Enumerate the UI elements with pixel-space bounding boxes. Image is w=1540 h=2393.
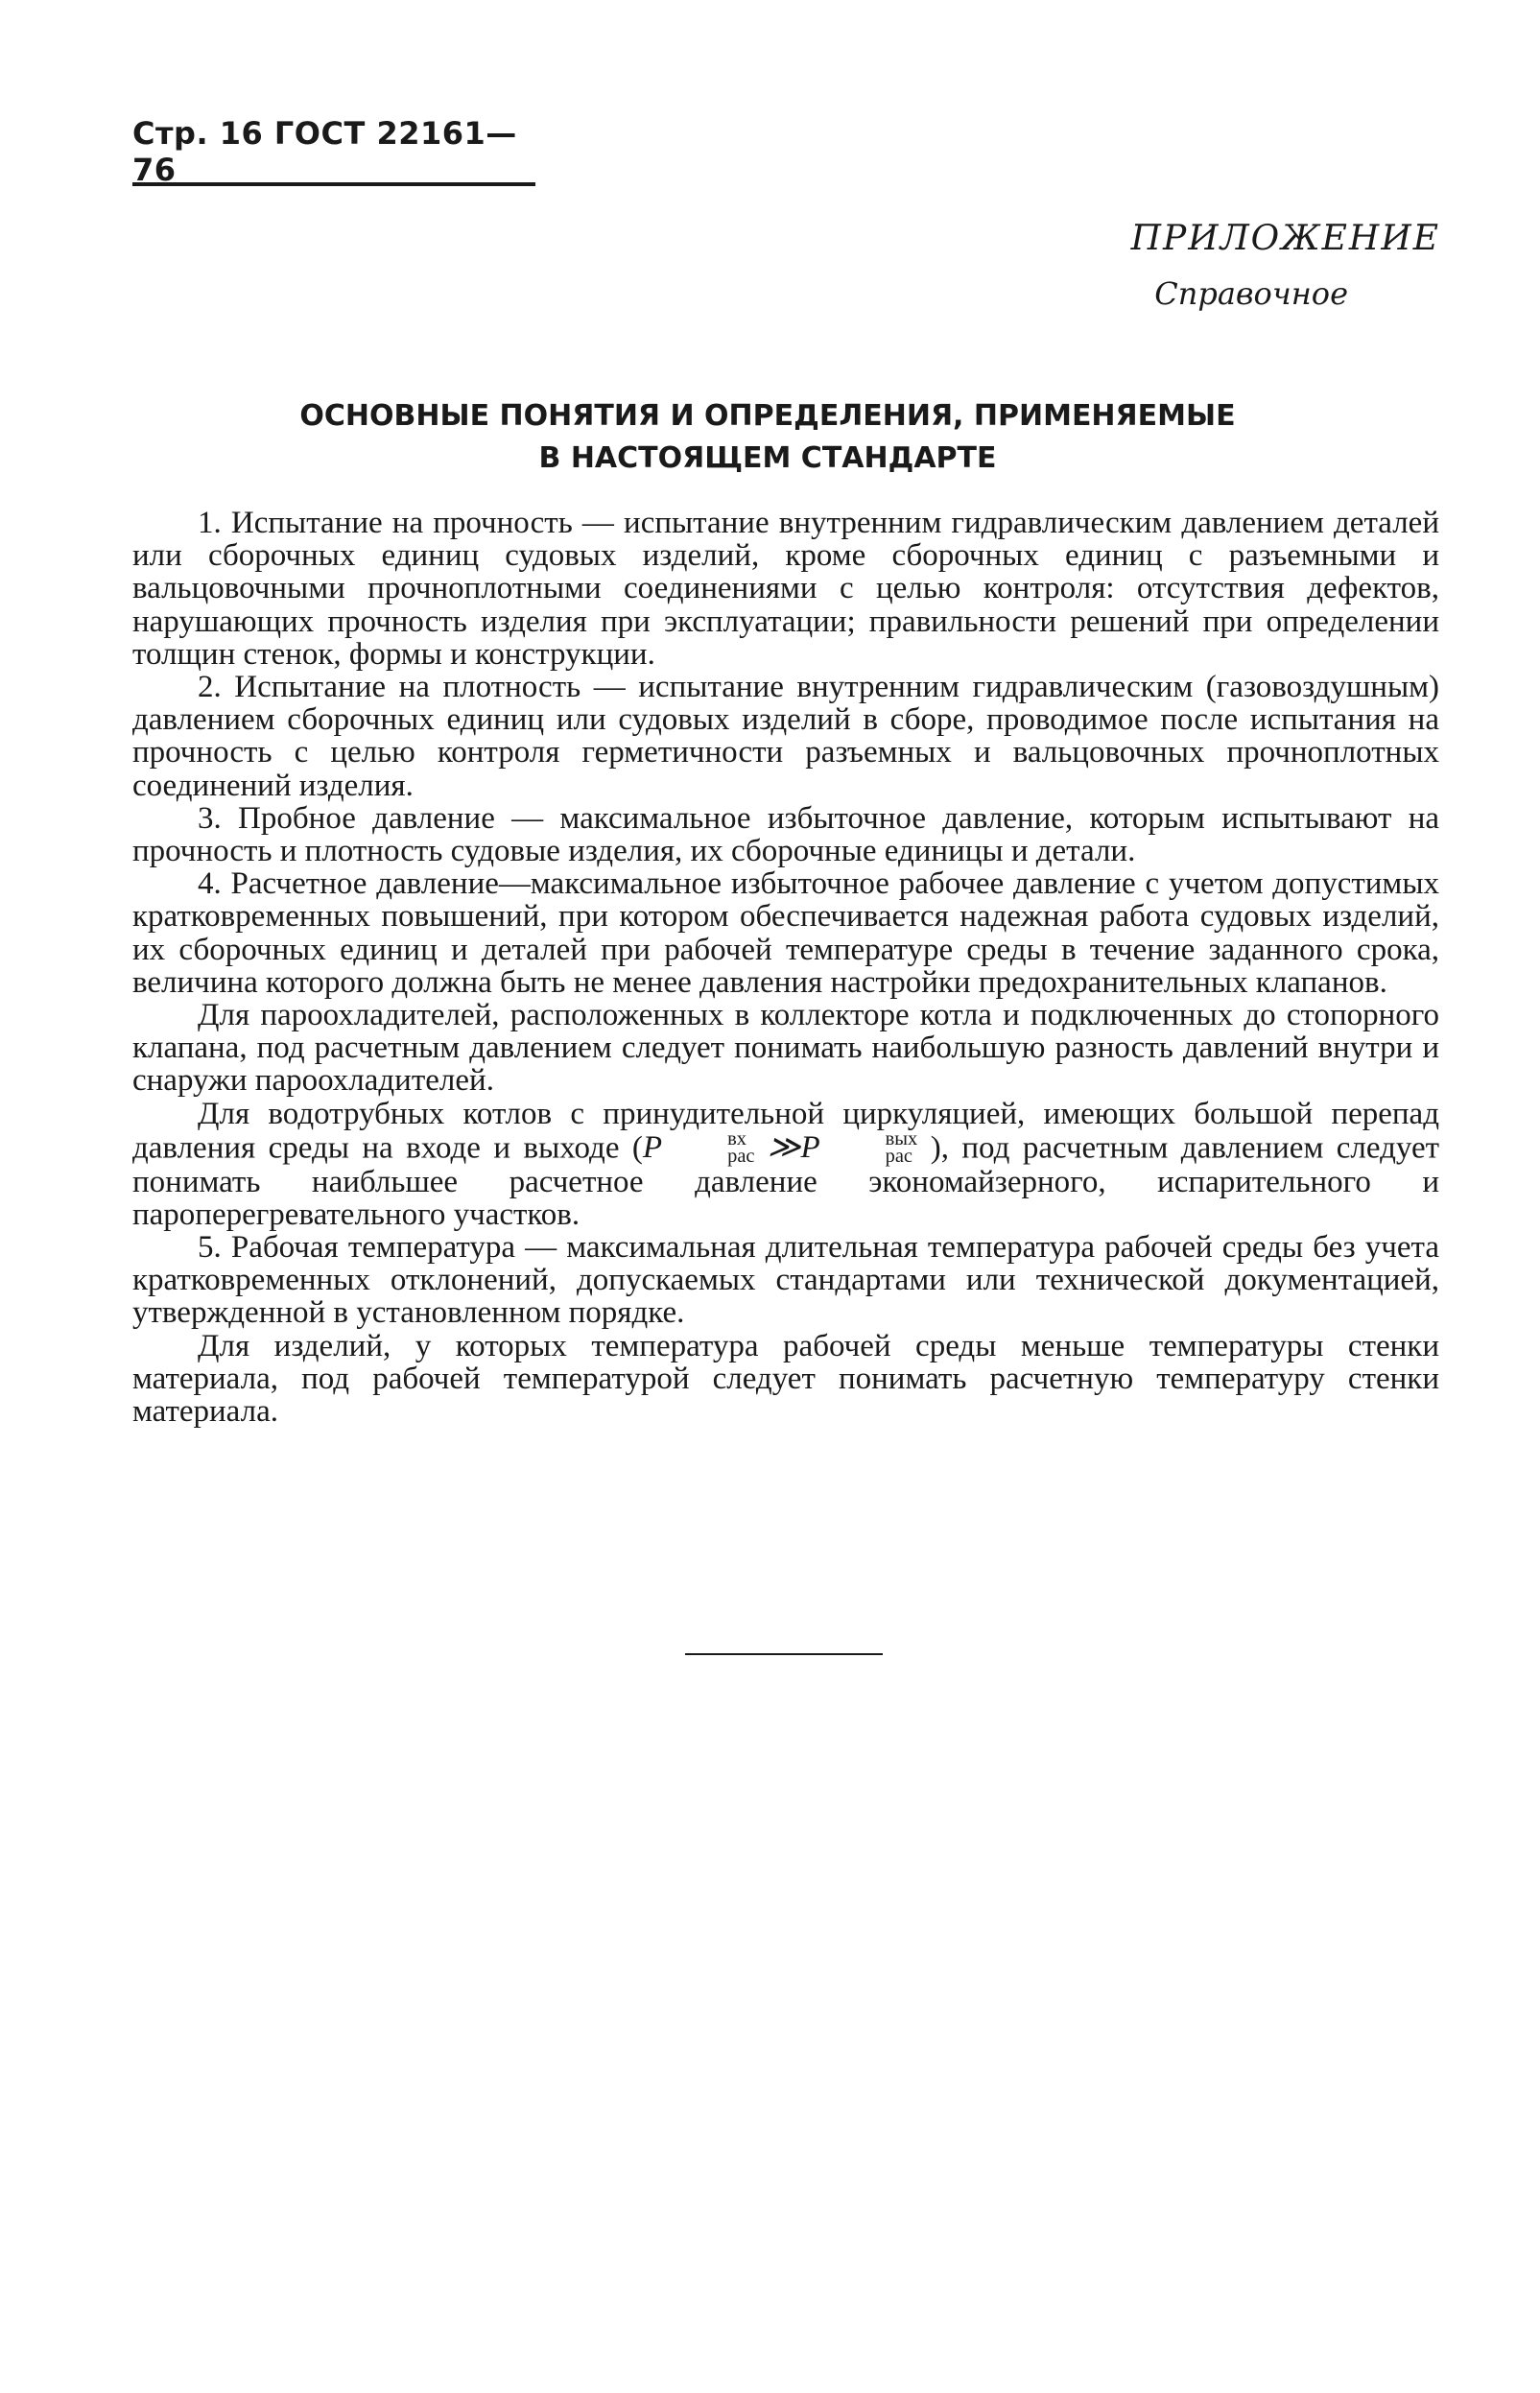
formula-sub-out: рас [885,1146,913,1168]
formula-symbol-in: P [642,1130,663,1166]
paragraph-forced-circulation-end: ), под расчетным давлением следует понимать наибльшее расчетное давление экономайзерного, испарительного и пароперегревательного участков. [132,1130,1440,1232]
formula-sup-out: вых [885,1127,918,1149]
formula-indices-out [820,1127,918,1168]
document-title [192,395,1343,480]
formula-relation: ≫ [767,1130,801,1166]
paragraph-forced-circulation [132,1098,1439,1231]
title-line-1: ОСНОВНЫЕ ПОНЯТИЯ И ОПРЕДЕЛЕНИЯ, ПРИМЕНЯЕМЫЕ [299,399,1236,433]
formula-sub-in: рас [727,1146,755,1168]
paragraph-tightness-test: 2. Испытание на плотность — испытание внутренним гидравлическим (газовоздушным) давлением сборочных единиц или судовых изделий в сборе, проводимое после испытания на прочность с целью контроля герметичности разъемных и вальцовочных прочноплотных соединений изделия. [132,670,1439,803]
formula-symbol-out: P [800,1130,820,1166]
page-header: Стр. 16 ГОСТ 22161—76 [132,115,517,188]
paragraph-wall-temperature: Для изделий, у которых температура рабочей среды меньше температуры стенки материала, под рабочей температурой следует понимать расчетную температуру стенки материала. [132,1328,1439,1430]
definitions-body [132,507,1439,1428]
appendix-kind: Справочное [1154,275,1348,312]
header-rule [132,182,535,186]
title-line-2: В НАСТОЯЩЕМ СТАНДАРТЕ [538,441,997,475]
paragraph-desuperheaters: Для пароохладителей, расположенных в коллекторе котла и подключенных до стопорного клапана, под расчетным давлением следует понимать наибольшую разность давлений внутри и снаружи пароохладителей. [132,998,1439,1099]
paragraph-forced-circulation-start: Для водотрубных котлов с принудительной циркуляцией, имеющих большой перепад давления среды на входе и выходе ( [132,1096,1439,1166]
appendix-block [1131,219,1440,312]
paragraph-design-pressure: 4. Расчетное давление—максимальное избыточное рабочее давление с учетом допустимых кратковременных повышений, при котором обеспечивается надежная работа судовых изделий, их сборочных единиц и деталей при рабочей температуре среды в течение заданного срока, величина которого должна быть не менее давления настройки предохранительных клапанов. [132,866,1439,1000]
formula-sup-in: вх [727,1127,746,1149]
appendix-label: ПРИЛОЖЕНИЕ [1130,219,1440,258]
end-rule [685,1653,883,1655]
paragraph-working-temperature: 5. Рабочая температура — максимальная длительная температура рабочей среды без учета кратковременных отклонений, допускаемых стандартами или технической документацией, утвержденной в установленном порядке. [132,1230,1439,1331]
pressure-formula [642,1127,931,1168]
paragraph-test-pressure: 3. Пробное давление — максимальное избыточное давление, которым испытывают на прочность и плотность судовые изделия, их сборочные единицы и детали. [132,800,1439,869]
paragraph-strength-test: 1. Испытание на прочность — испытание внутренним гидравлическим давлением деталей или сборочных единиц судовых изделий, кроме сборочных единиц с разъемными и вальцовочными прочноплотными соединениями с целью контроля: отсутствия дефектов, нарушающих прочность изделия при эксплуатации; правильности решений при определении толщин стенок, формы и конструкции. [132,506,1439,672]
formula-indices-in [662,1127,755,1168]
